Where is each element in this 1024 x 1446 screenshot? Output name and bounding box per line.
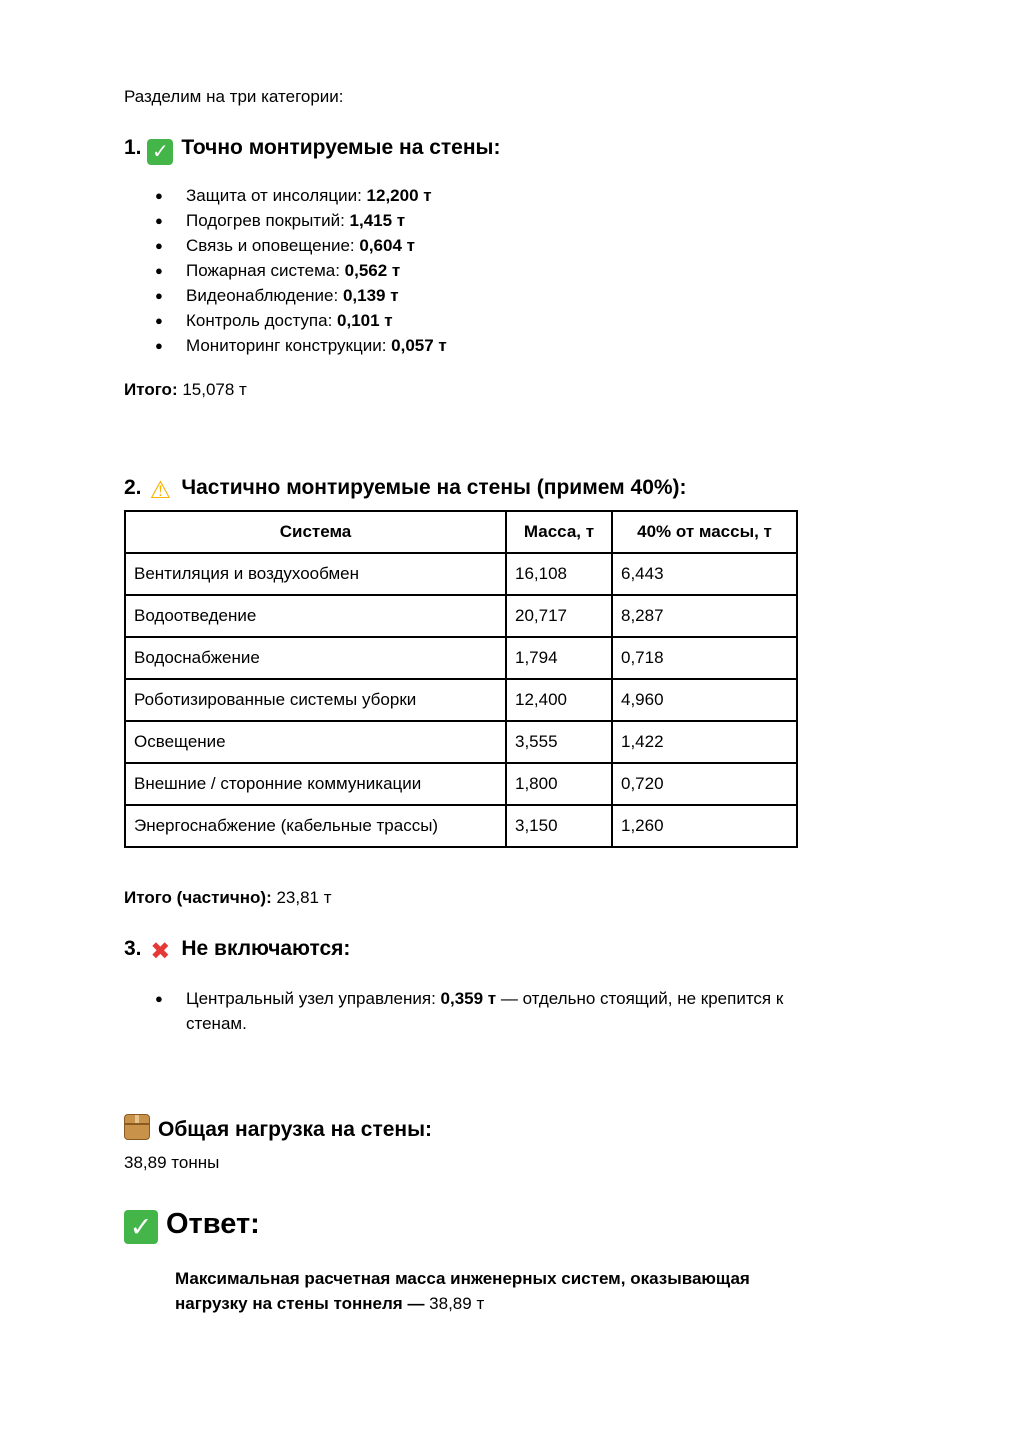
package-icon — [124, 1114, 150, 1140]
section1-total: Итого: 15,078 т — [124, 380, 247, 399]
section2-title: Частично монтируемые на стены (примем 40%): — [181, 476, 687, 499]
cell-system: Роботизированные системы уборки — [125, 679, 506, 721]
cell-mass: 3,555 — [506, 721, 612, 763]
cell-mass: 20,717 — [506, 595, 612, 637]
table-row — [125, 763, 797, 805]
list-item: ● Мониторинг конструкции: 0,057 т — [124, 333, 447, 358]
cell-system: Вентиляция и воздухообмен — [125, 553, 506, 595]
column-header-40pct: 40% от массы, т — [612, 511, 797, 553]
cell-system: Освещение — [125, 721, 506, 763]
cell-40pct: 6,443 — [612, 553, 797, 595]
total-load-heading — [124, 1114, 432, 1143]
list-item: ● Центральный узел управления: 0,359 т — отдельно стоящий, не крепится к — [124, 986, 783, 1011]
section3-title: Не включаются: — [181, 937, 351, 960]
section1-list — [124, 183, 447, 358]
list-item: ● Пожарная система: 0,562 т — [124, 258, 447, 283]
list-item: ● Контроль доступа: 0,101 т — [124, 308, 447, 333]
section3-heading — [124, 936, 350, 965]
cross-mark-icon: ✖ — [150, 938, 171, 965]
section2-total: Итого (частично): 23,81 т — [124, 888, 332, 907]
cell-mass: 1,800 — [506, 763, 612, 805]
cell-system: Водоотведение — [125, 595, 506, 637]
list-item: ● Связь и оповещение: 0,604 т — [124, 233, 447, 258]
cell-40pct: 8,287 — [612, 595, 797, 637]
list-item: ● Защита от инсоляции: 12,200 т — [124, 183, 447, 208]
cell-mass: 1,794 — [506, 637, 612, 679]
list-item: ● Подогрев покрытий: 1,415 т — [124, 208, 447, 233]
cell-mass: 16,108 — [506, 553, 612, 595]
answer-title: Ответ: — [166, 1208, 260, 1240]
cell-40pct: 4,960 — [612, 679, 797, 721]
column-header-mass: Масса, т — [506, 511, 612, 553]
table-row — [125, 553, 797, 595]
list-item: ● Видеонаблюдение: 0,139 т — [124, 283, 447, 308]
table-row — [125, 805, 797, 847]
answer-heading — [124, 1206, 260, 1244]
table-row — [125, 721, 797, 763]
section2-heading — [124, 475, 687, 504]
check-mark-icon: ✓ — [147, 139, 173, 165]
column-header-system: Система — [125, 511, 506, 553]
warning-icon: ⚠ — [149, 477, 172, 504]
cell-40pct: 0,718 — [612, 637, 797, 679]
total-load-title: Общая нагрузка на стены: — [158, 1118, 433, 1141]
check-mark-icon: ✓ — [124, 1210, 158, 1244]
section3-list — [124, 986, 783, 1011]
table-row — [125, 637, 797, 679]
systems-table — [124, 510, 798, 848]
section2-number: 2. — [124, 476, 142, 499]
table-header-row — [125, 511, 797, 553]
section1-heading — [124, 135, 500, 165]
total-load-value: 38,89 тонны — [124, 1153, 220, 1172]
cell-40pct: 0,720 — [612, 763, 797, 805]
section1-number: 1. — [124, 136, 142, 159]
cell-system: Энергоснабжение (кабельные трассы) — [125, 805, 506, 847]
table-row — [125, 679, 797, 721]
table-row — [125, 595, 797, 637]
section3-number: 3. — [124, 937, 142, 960]
cell-40pct: 1,422 — [612, 721, 797, 763]
answer-text: Максимальная расчетная масса инженерных систем, оказывающая нагрузку на стены тоннеля — 38,89 т — [175, 1269, 750, 1313]
cell-40pct: 1,260 — [612, 805, 797, 847]
cell-system: Водоснабжение — [125, 637, 506, 679]
cell-mass: 12,400 — [506, 679, 612, 721]
section1-title: Точно монтируемые на стены: — [181, 136, 501, 159]
cell-system: Внешние / сторонние коммуникации — [125, 763, 506, 805]
cell-mass: 3,150 — [506, 805, 612, 847]
intro-text: Разделим на три категории: — [124, 87, 344, 106]
section3-item-continuation: стенам. — [186, 1014, 247, 1033]
